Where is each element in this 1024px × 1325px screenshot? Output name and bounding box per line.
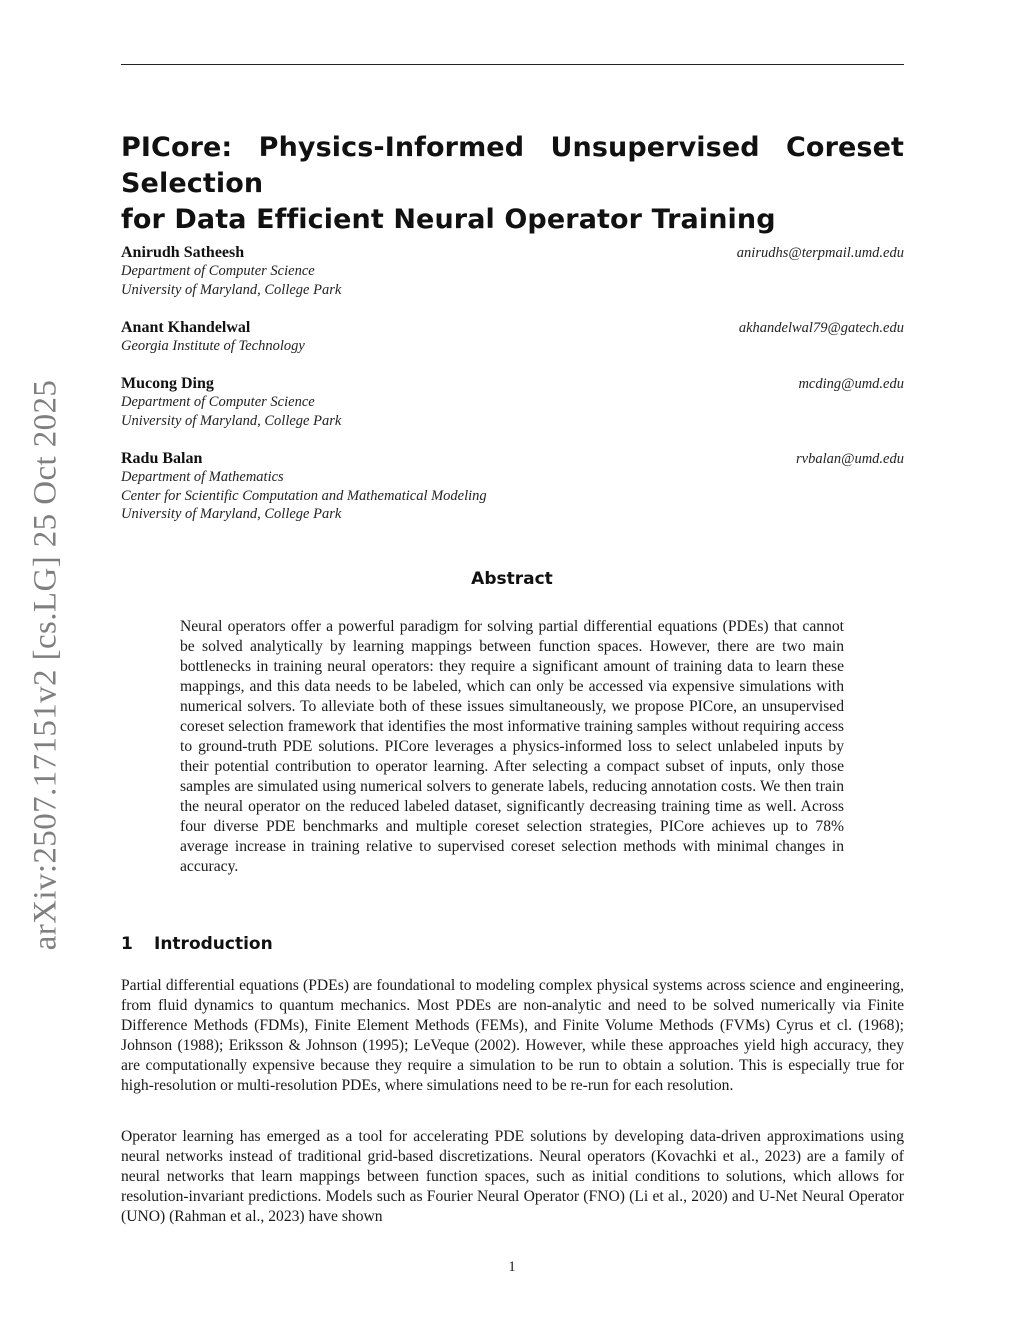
author-affiliation: University of Maryland, College Park [121,281,342,298]
author-name: Mucong Ding [121,375,214,392]
author-email[interactable]: rvbalan@umd.edu [796,451,904,467]
title-line-2: for Data Efficient Neural Operator Training [121,204,776,235]
author-affiliation: Department of Mathematics [121,469,284,485]
title-line-1: PICore: Physics-Informed Unsupervised Coreset Selection [121,132,904,199]
author-affiliation: University of Maryland, College Park [121,506,342,523]
author-block [121,449,904,524]
section-number: 1 [121,934,133,954]
section-heading-introduction [121,933,273,955]
author-name: Anirudh Satheesh [121,244,245,261]
body-paragraph: Operator learning has emerged as a tool for accelerating PDE solutions by developing data-driven approximations using neural networks instead of traditional grid-based discretizations. Neural operators (Kovachki et al., 2023) are a family of neural networks that learn mappings between function spaces, such as initial conditions to solutions, which allows for resolution-invariant predictions. Models such as Fourier Neural Operator (FNO) (Li et al., 2020) and U-Net Neural Operator (UNO) (Rahman et al., 2023) have shown [121,1128,904,1225]
author-affiliation: Center for Scientific Computation and Mathematical Modeling [121,487,487,504]
paper-title [121,130,904,238]
author-block [121,318,904,356]
body-paragraph: Partial differential equations (PDEs) are foundational to modeling complex physical systems across science and engineering, from fluid dynamics to quantum mechanics. Most PDEs are non-analytic and need to be solved numerically via Finite Difference Methods (FDMs), Finite Element Methods (FEMs), and Finite Volume Methods (FVMs) Cyrus et cl. (1968); Johnson (1988); Eriksson & Johnson (1995); LeVeque (2002). However, while these approaches yield high accuracy, they are computationally expensive because they require a simulation to be run to obtain a solution. This is especially true for high-resolution or multi-resolution PDEs, where simulations need to be re-run for each resolution. [121,977,904,1094]
abstract-heading: Abstract [471,569,553,589]
author-affiliation: Department of Computer Science [121,394,315,410]
author-block [121,374,904,430]
author-email[interactable]: mcding@umd.edu [798,376,904,392]
section-title: Introduction [154,934,273,954]
author-affiliation: Georgia Institute of Technology [121,338,305,354]
author-email[interactable]: akhandelwal79@gatech.edu [738,320,904,336]
author-name: Radu Balan [121,450,203,467]
author-name: Anant Khandelwal [121,319,251,336]
author-affiliation: Department of Computer Science [121,263,315,279]
abstract-text: Neural operators offer a powerful paradigm for solving partial differential equations (PDEs) that cannot be solved analytically by learning mappings between function spaces. However, there are two main bottlenecks in training neural operators: they require a significant amount of training data to learn these mappings, and this data needs to be labeled, which can only be accessed via expensive simulations with numerical solvers. To alleviate both of these issues simultaneously, we propose PICore, an unsupervised coreset selection framework that identifies the most informative training samples without requiring access to ground-truth PDE solutions. PICore leverages a physics-informed loss to select unlabeled inputs by their potential contribution to operator learning. After selecting a compact subset of inputs, only those samples are simulated using numerical solvers to generate labels, reducing annotation costs. We then train the neural operator on the reduced labeled dataset, significantly decreasing training time as well. Across four diverse PDE benchmarks and multiple coreset selection strategies, PICore achieves up to 78% average increase in training relative to supervised coreset selection methods with minimal changes in accuracy. [180,618,844,875]
arxiv-identifier-stamp[interactable]: arXiv:2507.17151v2 [cs.LG] 25 Oct 2025 [27,379,64,951]
author-block [121,243,904,299]
author-email[interactable]: anirudhs@terpmail.umd.edu [736,245,904,261]
author-affiliation: University of Maryland, College Park [121,412,342,429]
page-number: 1 [508,1259,516,1275]
header-rule [121,64,904,65]
